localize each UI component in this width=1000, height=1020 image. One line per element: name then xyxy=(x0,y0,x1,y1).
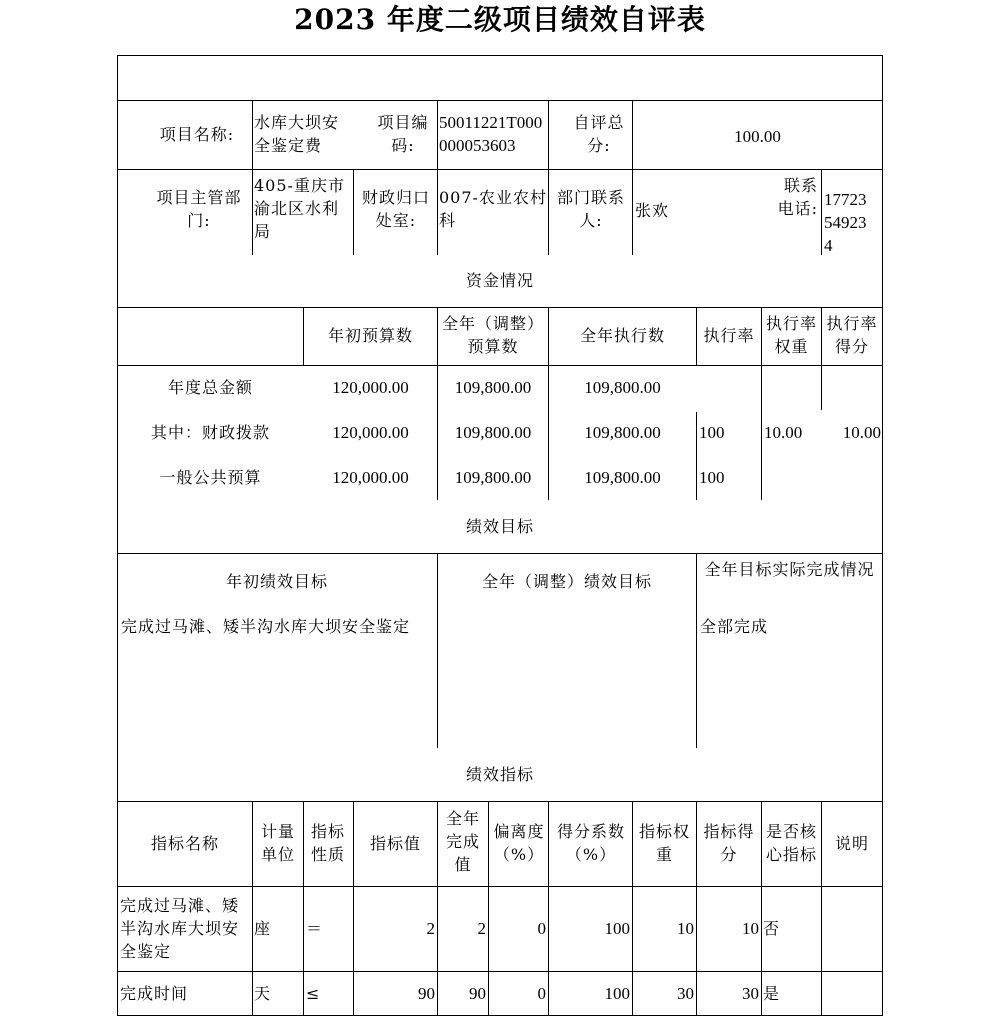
funds-row-adjusted: 109,800.00 xyxy=(454,468,532,487)
finance-dept-value: 007-农业农村科 xyxy=(439,188,547,230)
funds-row-label: 年度总金额 xyxy=(167,378,253,397)
ind-row-coef: 100 xyxy=(604,984,630,1003)
ind-row-weight: 30 xyxy=(677,984,694,1003)
page-title: 2023 年度二级项目绩效自评表 xyxy=(294,3,706,36)
finance-dept-label: 财政归口处室: xyxy=(361,188,430,230)
funds-header-initial: 年初预算数 xyxy=(327,326,413,345)
ind-row-score: 10 xyxy=(742,919,759,938)
dept-label: 项目主管部门: xyxy=(156,188,242,230)
ind-row-unit: 座 xyxy=(254,919,272,938)
goals-actual-header: 全年目标实际完成情况 xyxy=(704,560,875,579)
contact-label: 部门联系人: xyxy=(556,188,625,230)
funds-header-score: 执行率得分 xyxy=(826,314,878,356)
funds-row-score: 10.00 xyxy=(842,423,881,442)
goals-section-title: 绩效目标 xyxy=(465,517,534,536)
ind-row-coef: 100 xyxy=(604,919,630,938)
goals-adjusted-header: 全年（调整）绩效目标 xyxy=(481,572,652,591)
phone-label: 联系电话: xyxy=(777,176,818,218)
project-name-label: 项目名称: xyxy=(159,125,235,144)
funds-row-adjusted: 109,800.00 xyxy=(454,423,532,442)
funds-row-executed: 109,800.00 xyxy=(584,423,661,442)
goals-initial-value: 完成过马滩、矮半沟水库大坝安全鉴定 xyxy=(121,617,411,636)
ind-header-actual: 全年完成值 xyxy=(445,809,480,874)
funds-section-title: 资金情况 xyxy=(465,271,534,290)
ind-row-unit: 天 xyxy=(254,984,272,1003)
funds-row-initial: 120,000.00 xyxy=(332,468,409,487)
ind-header-name: 指标名称 xyxy=(150,834,219,853)
self-score-label: 自评总分: xyxy=(573,113,625,155)
funds-row-rate: 100 xyxy=(699,423,725,442)
ind-header-note: 说明 xyxy=(834,834,869,853)
ind-header-nature: 指标性质 xyxy=(310,822,345,864)
funds-header-adjusted: 全年（调整）预算数 xyxy=(441,314,544,356)
ind-row-name: 完成时间 xyxy=(120,984,189,1003)
ind-header-score: 指标得分 xyxy=(703,822,755,864)
funds-header-executed: 全年执行数 xyxy=(579,326,665,345)
funds-header-weight: 执行率权重 xyxy=(765,314,817,356)
ind-row-target: 90 xyxy=(418,984,435,1003)
funds-row-executed: 109,800.00 xyxy=(584,378,661,397)
ind-row-name: 完成过马滩、矮半沟水库大坝安全鉴定 xyxy=(120,896,240,961)
ind-header-weight: 指标权重 xyxy=(638,822,690,864)
ind-header-coef: 得分系数（%） xyxy=(556,822,625,864)
funds-row-label: 一般公共预算 xyxy=(159,468,262,487)
ind-row-core: 是 xyxy=(763,984,781,1003)
project-code-value: 50011221T000000053603 xyxy=(439,113,543,155)
funds-row-adjusted: 109,800.00 xyxy=(454,378,532,397)
phone-value: 17723549234 xyxy=(824,190,867,255)
funds-row-initial: 120,000.00 xyxy=(332,378,409,397)
ind-row-deviation: 0 xyxy=(537,919,546,938)
funds-row-rate: 100 xyxy=(699,468,725,487)
funds-row-initial: 120,000.00 xyxy=(332,423,409,442)
project-name-value: 水库大坝安全鉴定费 xyxy=(254,113,340,155)
ind-header-deviation: 偏离度（%） xyxy=(493,822,545,864)
ind-row-actual: 2 xyxy=(477,919,486,938)
project-code-label: 项目编码: xyxy=(377,113,429,155)
ind-row-core: 否 xyxy=(763,919,781,938)
ind-row-nature: ≤ xyxy=(306,984,321,1003)
ind-row-weight: 10 xyxy=(677,919,694,938)
self-score-value: 100.00 xyxy=(734,127,781,146)
indicators-section-title: 绩效指标 xyxy=(465,765,534,784)
goals-actual-value: 全部完成 xyxy=(700,617,769,636)
dept-value: 405-重庆市渝北区水利局 xyxy=(254,176,345,241)
ind-header-target: 指标值 xyxy=(369,834,421,853)
ind-row-target: 2 xyxy=(426,919,435,938)
goals-initial-header: 年初绩效目标 xyxy=(225,572,328,591)
contact-value: 张欢 xyxy=(635,201,670,220)
funds-row-executed: 109,800.00 xyxy=(584,468,661,487)
ind-header-unit: 计量单位 xyxy=(260,822,295,864)
funds-row-label: 其中：财政拨款 xyxy=(150,423,270,442)
ind-row-nature: ＝ xyxy=(306,919,324,938)
ind-header-core: 是否核心指标 xyxy=(765,822,817,864)
funds-row-weight: 10.00 xyxy=(764,423,803,442)
ind-row-score: 30 xyxy=(742,984,759,1003)
ind-row-deviation: 0 xyxy=(537,984,546,1003)
ind-row-actual: 90 xyxy=(469,984,486,1003)
funds-header-rate: 执行率 xyxy=(703,326,755,345)
